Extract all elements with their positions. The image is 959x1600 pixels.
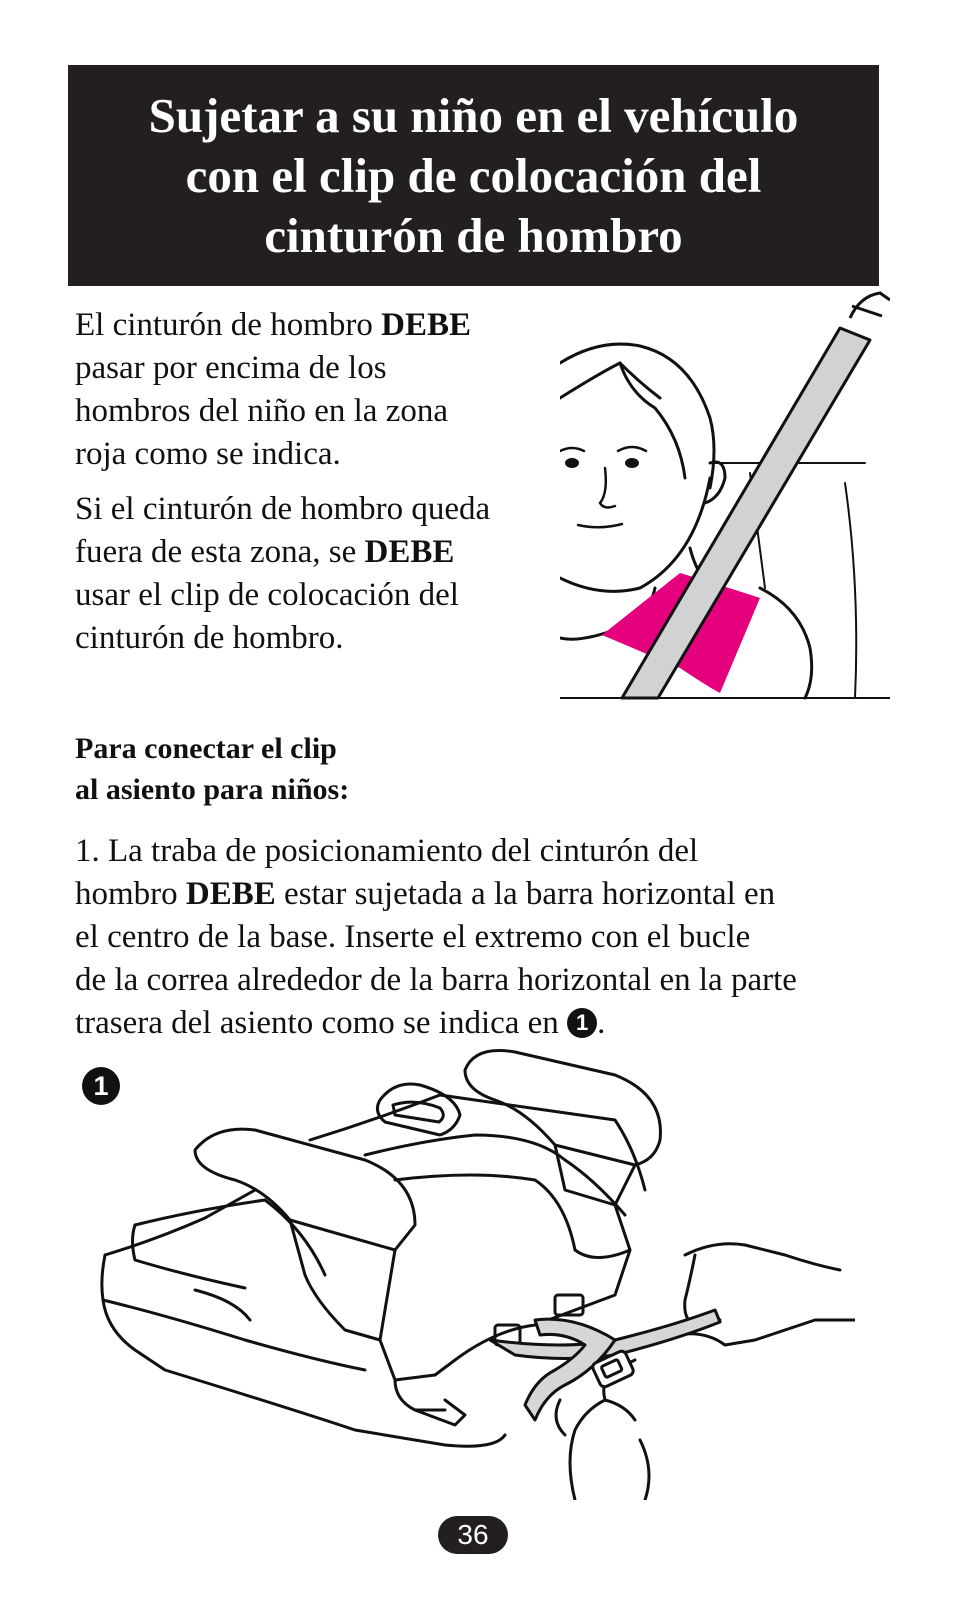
intro-paragraph-1 xyxy=(75,304,545,476)
emphasis-debe: DEBE xyxy=(185,876,276,912)
intro-text xyxy=(75,304,545,672)
title-line-1: Sujetar a su niño en el vehículo xyxy=(148,87,799,143)
figure-number-badge: 1 xyxy=(82,1067,120,1105)
step-text: . xyxy=(597,1005,606,1041)
intro-p1-line-1 xyxy=(75,304,545,347)
step-line-1: 1. La traba de posicionamiento del cinturón del xyxy=(75,833,699,869)
intro-p2-text: fuera de esta zona, se xyxy=(75,534,365,570)
child-belt-illustration xyxy=(560,288,890,713)
intro-p2-line-3: usar el clip de colocación del xyxy=(75,577,459,613)
intro-p1-text: El cinturón de hombro xyxy=(75,307,382,343)
emphasis-debe: DEBE xyxy=(364,534,455,570)
step-text: trasera del asiento como se indica en xyxy=(75,1005,568,1041)
intro-p1-line-2: pasar por encima de los xyxy=(75,350,387,386)
page-title xyxy=(149,86,799,266)
step-line-3: el centro de la base. Inserte el extremo con el bucle xyxy=(75,919,751,955)
intro-p1-line-3: hombros del niño en la zona xyxy=(75,393,448,429)
booster-seat-illustration xyxy=(95,1040,855,1500)
intro-p2-line-4: cinturón de hombro. xyxy=(75,620,344,656)
step-1-text xyxy=(75,830,895,1045)
emphasis-debe: DEBE xyxy=(381,307,471,343)
intro-paragraph-2 xyxy=(75,488,545,660)
step-line-2 xyxy=(75,873,895,916)
page-number: 36 xyxy=(438,1516,508,1554)
step-text: estar sujetada a la barra horizontal en xyxy=(275,876,776,912)
intro-p2-line-1: Si el cinturón de hombro queda xyxy=(75,491,491,527)
step-reference-marker: 1 xyxy=(567,1008,597,1038)
intro-p1-line-4: roja como se indica. xyxy=(75,436,341,472)
step-line-5 xyxy=(75,1002,895,1045)
subheading-line-1: Para conectar el clip xyxy=(75,732,337,765)
intro-p2-line-2 xyxy=(75,531,545,574)
step-line-4: de la correa alrededor de la barra horizontal en la parte xyxy=(75,962,797,998)
title-banner xyxy=(68,65,879,286)
subheading-line-2: al asiento para niños: xyxy=(75,773,350,806)
section-subheading xyxy=(75,728,349,810)
step-text: hombro xyxy=(75,876,186,912)
title-line-3: cinturón de hombro xyxy=(264,207,683,263)
title-line-2: con el clip de colocación del xyxy=(185,147,762,203)
